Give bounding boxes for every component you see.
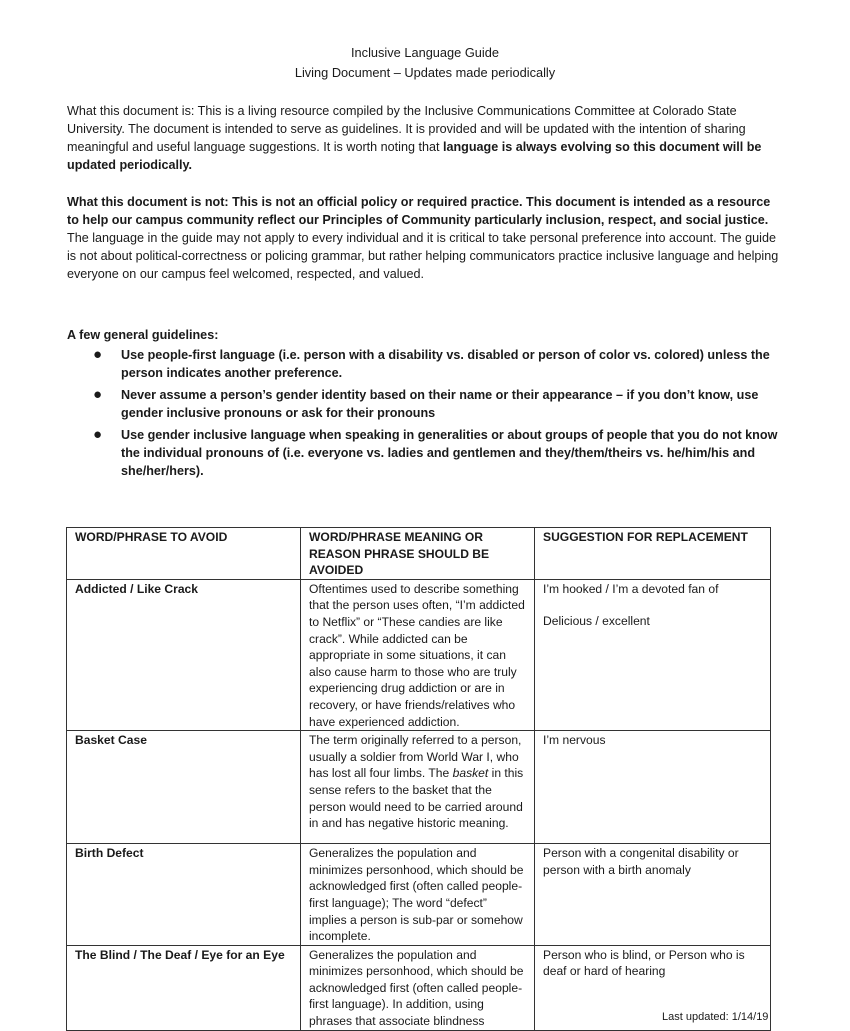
what-it-is-not-bold-text: What this document is not: This is not an official policy or required practice. This document is intended as a resource to help our campus community reflect our Principles of Community particularly inclusion, respect, and social justice. bbox=[67, 195, 771, 227]
reason-cell: Oftentimes used to describe something that the person uses often, “I’m addicted to Netflix” or “These candies are like crack”. While addicted can be appropriate in some situations, it can also cause harm to those who are truly experiencing drug addiction or are in recovery, or have friends/relatives who have experienced addiction. bbox=[301, 579, 535, 730]
word-cell: Addicted / Like Crack bbox=[67, 579, 301, 730]
bullet-icon: ● bbox=[93, 426, 103, 443]
table-row bbox=[67, 844, 771, 946]
suggestion-cell: I’m nervous bbox=[535, 731, 771, 844]
guideline-item bbox=[67, 386, 779, 422]
reason-cell bbox=[301, 731, 535, 844]
reason-text: The term originally referred to a person, usually a soldier from World War I, who has lost all four limbs. The bbox=[309, 733, 522, 781]
guidelines-heading: A few general guidelines: bbox=[67, 328, 219, 342]
word-cell: Basket Case bbox=[67, 731, 301, 844]
word-cell: Birth Defect bbox=[67, 844, 301, 946]
guideline-text: Use gender inclusive language when speaking in generalities or about groups of people that you do not know the individual pronouns of (i.e. everyone vs. ladies and gentlemen and they/them/theirs vs. he/him/his and she/her/hers). bbox=[121, 428, 778, 478]
bullet-icon: ● bbox=[93, 386, 103, 403]
table-row bbox=[67, 579, 771, 730]
guideline-text: Use people-first language (i.e. person with a disability vs. disabled or person of color vs. colored) unless the person indicates another preference. bbox=[121, 348, 770, 380]
last-updated-label: Last updated: 1/14/19 bbox=[662, 1011, 769, 1023]
what-it-is-bold-text: language is always evolving so this document will be updated periodically. bbox=[67, 140, 762, 172]
guideline-item bbox=[67, 346, 779, 382]
reason-text: in this sense refers to the basket that the person would need to be carried around in and has negative historic meaning. bbox=[309, 766, 524, 831]
suggestion-cell: Person with a congenital disability or person with a birth anomaly bbox=[535, 844, 771, 946]
bullet-icon: ● bbox=[93, 346, 103, 363]
what-it-is-not-paragraph bbox=[67, 193, 779, 283]
suggestion-cell: Person who is blind, or Person who is deaf or hard of hearing bbox=[535, 945, 771, 1030]
column-header-avoid: WORD/PHRASE TO AVOID bbox=[67, 528, 301, 580]
what-it-is-paragraph bbox=[67, 102, 779, 174]
guideline-item bbox=[67, 426, 779, 480]
column-header-reason: WORD/PHRASE MEANING OR REASON PHRASE SHOULD BE AVOIDED bbox=[301, 528, 535, 580]
language-table bbox=[66, 527, 771, 1031]
document-title: Inclusive Language Guide bbox=[351, 45, 499, 60]
suggestion-text: Delicious / excellent bbox=[543, 614, 650, 629]
suggestion-cell bbox=[535, 579, 771, 730]
reason-cell: Generalizes the population and minimizes personhood, which should be acknowledged first (often called people-first language). In addition, using phrases that associate blindness bbox=[301, 945, 535, 1030]
guideline-text: Never assume a person’s gender identity based on their name or their appearance – if you don’t know, use gender inclusive pronouns or ask for their pronouns bbox=[121, 388, 759, 420]
column-header-replacement: SUGGESTION FOR REPLACEMENT bbox=[535, 528, 771, 580]
guidelines-list bbox=[67, 346, 779, 484]
table-header-row bbox=[67, 528, 771, 580]
what-it-is-not-text: The language in the guide may not apply to every individual and it is critical to take personal preference into account. The guide is not about political-correctness or policing grammar, but rather helping communicators practice inclusive language and helping everyone on our campus feel welcomed, respected, and valued. bbox=[67, 231, 779, 281]
word-cell: The Blind / The Deaf / Eye for an Eye bbox=[67, 945, 301, 1030]
document-subtitle: Living Document – Updates made periodically bbox=[294, 65, 556, 80]
table-row bbox=[67, 731, 771, 844]
suggestion-text: I’m hooked / I’m a devoted fan of bbox=[543, 581, 719, 596]
reason-italic-text: basket bbox=[452, 766, 489, 781]
what-it-is-text: What this document is: This is a living resource compiled by the Inclusive Communications Committee at Colorado State University. The document is intended to serve as guidelines. It is provided and will be updated with the intention of sharing meaningful and useful language suggestions. It is worth noting that bbox=[67, 104, 746, 154]
document-header bbox=[0, 43, 850, 83]
reason-cell: Generalizes the population and minimizes personhood, which should be acknowledged first (often called people-first language); The word “defect” implies a person is sub-par or somehow incomplete. bbox=[301, 844, 535, 946]
